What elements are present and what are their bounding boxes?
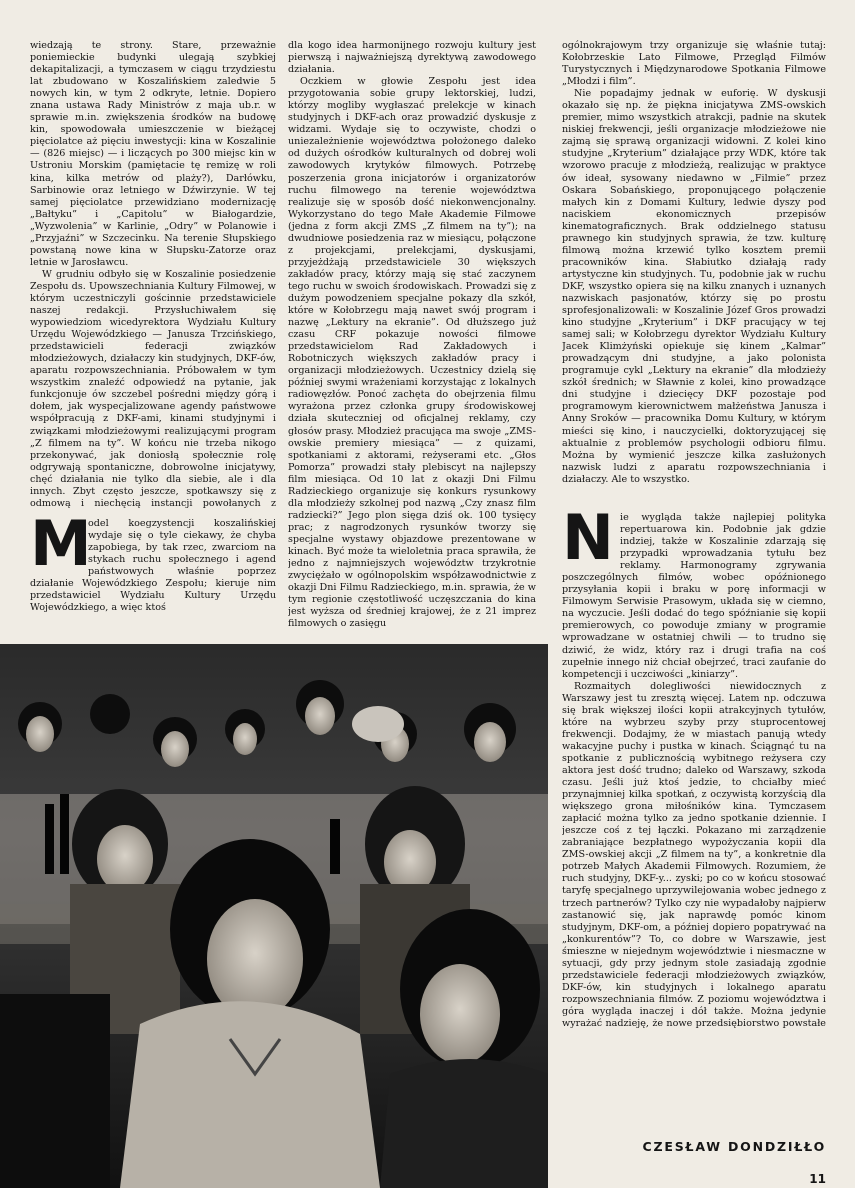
article-column-3 <box>562 40 826 512</box>
paragraph: W grudniu odbyło się w Koszalinie posiedzenie Zespołu ds. Upowszechniania Kultury Filmowej, w którym uczestniczyli gościnnie przedstawiciele naszej redakcji. Przysłuchiwałem się wypowiedziom wicedyrektora Wydziału Kultury Urzędu Wojewódzkiego — Janusza Trzcińskiego, przedstawicieli federacji związków młodzieżowych, działaczy kin studyjnych, DKF-ów, aparatu rozpowszechniania. Próbowałem w tym wszystkim znaleźć odpowiedź na pytanie, jak funkcjonuje ów szczebel pośredni między górą i dołem, jak wyspecjalizowane agendy państwowe współpracują z DKF-ami, kinami studyjnymi i związkami młodzieżowymi realizującymi program „Z filmem na ty”. W końcu nie trzeba nikogo przekonywać, jak doniosłą społecznie rolę odgrywają spontaniczne, dobrowolne inicjatywy, chęć działania nie tylko dla siebie, ale i dla innych. Zbyt często jeszcze, spotkawszy się z odmową i niechęcią instancji powołanych z <box>30 268 276 509</box>
paragraph: Oczkiem w głowie Zespołu jest idea przygotowania sobie grupy lektorskiej, ludzi, którzy mogliby wygłaszać prelekcje w kinach studyjnych i DKF-ach oraz prowadzić dyskusje z widzami. Wydaje się to oczywiste, chodzi o uniezależnienie województwa położonego daleko od dużych ośrodków kulturalnych od dobrej woli zawodowych krytyków filmowych. Potrzebę poszerzenia grona inicjatorów i organizatorów ruchu filmowego na terenie województwa realizuje się w sposób dość niekonwencjonalny. Wykorzystano do tego Małe Akademie Filmowe (jedna z form akcji ZMS „Z filmem na ty”); na dwudniowe posiedzenia raz w miesiącu, połączone z projekcjami, prelekcjami, dyskusjami, przyjeżdżają przedstawiciele 30 większych zakładów pracy, którzy mają się stać zaczynem tego ruchu w swoich środowiskach. Prowadzi się z dużym powodzeniem specjalne pokazy dla szkół, które w Kołobrzegu mają nawet swój program i nazwę „Lektury na ekranie”. Od dłuższego już czasu CRF pokazuje nowości filmowe przedstawicielom Rad Zakładowych i Robotniczych większych zakładów pracy i organizacji młodzieżowych. Uczestnicy dzielą się później swymi wrażeniami korzystając z lokalnych radiowęzłów. Ponoć zachęta do obejrzenia filmu wyrażona przez członka grupy środowiskowej działa skuteczniej od oficjalnej reklamy, czy głosów prasy. Młodzież pracująca ma swoje „ZMS-owskie premiery miesiąca” — z quizami, spotkaniami z aktorami, reżyserami etc. „Głos Pomorza” prowadzi stały plebiscyt na najlepszy film miesiąca. Od 10 lat z okazji Dni Filmu Radzieckiego organizuje się konkurs rysunkowy dla młodzieży szkolnej pod nazwą „Czy znasz film radziecki?” Jego plon sięga dziś ok. 100 tysięcy prac; z nagrodzonych rysunków tworzy się specjalne wystawy objazdowe prezentowane w kinach. Być może ta wieloletnia praca sprawiła, że jedno z najmniejszych województw trzykrotnie zwyciężało w ogólnopolskim współzawodnictwie z okazji Dni Filmu Radzieckiego, m.in. sprawia, że w tym regionie częstotliwość uczęszczania do kina jest wyższa od średniej krajowej, że z 21 imprez filmowych o zasięgu <box>288 76 536 630</box>
paragraph: Nie popadajmy jednak w euforię. W dyskusji okazało się np. że piękna inicjatywa ZMS-owskich premier, mimo wszystkich atrakcji, padnie na skutek niskiej frekwencji, jeśli organizacje młodzieżowe nie zajmą się sprawą organizacji widowni. Z kolei kino studyjne „Kryterium” działające przy WDK, które tak wzorowo pracuje z młodzieżą, realizując w praktyce ów ideał, sysowany niedawno w „Filmie” przez Oskara Sobańskiego, proponującego połączenie małych kin z Domami Kultury, ledwie dyszy pod naciskiem ekonomicznych przepisów kinematograficznych. Brak oddzielnego statusu prawnego kin studyjnych sprawia, że tzw. kulturę filmową można krzewić tylko kosztem premii pracowników kina. Słabiutko działają rady artystyczne kin studyjnych. Tu, podobnie jak w ruchu DKF, wszystko opiera się na kilku znanych i uznanych nazwiskach pasjonatów, którzy się po prostu sprofesjonalizowali: w Koszalinie Józef Gros prowadzi kino studyjne „Kryterium” i DKF pracujący w tej samej sali; w Kołobrzegu dyrektor Wydziału Kultury Jacek Klimżyński opiekuje się kinem „Kalmar” prowadzącym dni studyjne, a jako polonista programuje cykl „Lektury na ekranie” dla młodzieży szkół średnich; w Sławnie z kolei, kino prowadzące dni studyjne i dziecięcy DKF pozostaje pod programowym kierownictwem małżeństwa Janusza i Anny Sroków — pracownika Domu Kultury, w którym mieści się kino, i nauczycielki, doktoryzującej się aktualnie z problemów psychologii odbioru filmu. Można by wymienić jeszcze kilka zasłużonych nazwisk ludzi z aparatu rozpowszechniania i działaczy. Ale to wszystko. <box>562 88 826 485</box>
paragraph: dla kogo idea harmonijnego rozwoju kultury jest pierwszą i najważniejszą dyrektywą zawodowego działania. <box>288 40 536 76</box>
audience-photo-illustration <box>0 644 548 1188</box>
paragraph: odel koegzystencji koszalińskiej wydaje się o tyle ciekawy, że chyba zapobiega, by tak rzec, zwarciom na stykach ruchu społecznego i agend państwowych właśnie poprzez działanie Wojewódzkiego Zespołu; kieruje nim przedstawiciel Wydziału Kultury Urzędu Wojewódzkiego, a więc ktoś <box>30 518 276 614</box>
article-column-1 <box>30 40 276 510</box>
page-number: 11 <box>809 1172 826 1186</box>
drop-cap: N <box>562 512 614 574</box>
article-column-1-lower <box>30 518 276 638</box>
article-column-2 <box>288 40 536 640</box>
paragraph: wiedzają te strony. Stare, przeważnie poniemieckie budynki ulegają szybkiej dekapitalizacji, a tymczasem w ciągu trzydziestu lat zbudowano w Koszalińskiem zaledwie 5 nowych kin, w tym 2 odkryte, letnie. Dopiero znana ustawa Rady Ministrów z maja ub.r. w sprawie m.in. zwiększenia środków na budowę kin, spowodowała umieszczenie w bieżącej pięciolatce aż pięciu inwestycji: kina w Koszalinie — (826 miejsc) — i liczących po 300 miejsc kin w Ustroniu Morskim (pamiętacie tę remizę w roli kina, kilka metrów od plaży?), Darłówku, Sarbinowie oraz letniego w Dźwirzynie. W tej samej pięciolatce przewidziano modernizację „Bałtyku” i „Capitolu” w Białogardzie, „Wyzwolenia” w Karlinie, „Odry” w Polanowie i „Przyjaźni” w Szczecinku. Na terenie Słupskiego powstaną nowe kina w Słupsku-Zatorze oraz letnie w Jarosławcu. <box>30 40 276 268</box>
audience-photo <box>0 644 548 1188</box>
paragraph: ie wygląda także najlepiej polityka repertuarowa kin. Podobnie jak gdzie indziej, także w Koszalinie zdarzają się przypadki wprowadzania tytułu bez reklamy. Harmonogramy zgrywania poszczególnych filmów, wobec opóźnionego przysyłania kopii i braku w porę informacji w Filmowym Serwisie Prasowym, układa się w ciemno, na wyczucie. Jeśli dodać do tego spóźnianie się kopii premierowych, co powoduje zmiany w programie wprowadzane w ostatniej chwili — to trudno się dziwić, że widz, który raz i drugi trafia na coś zupełnie innego niż chciał obejrzeć, traci zaufanie do kompetencji i uczciwości „kiniarzy”. <box>562 512 826 680</box>
paragraph: ogólnokrajowym trzy organizuje się właśnie tutaj: Kołobrzeskie Lato Filmowe, Przegląd Filmów Turystycznych i Międzynarodowe Spotkania Filmowe „Młodzi i film”. <box>562 40 826 88</box>
author-byline: CZESŁAW DONDZIŁŁO <box>642 1139 826 1154</box>
drop-cap: M <box>30 518 92 580</box>
paragraph: Rozmaitych dolegliwości niewidocznych z Warszawy jest tu zresztą więcej. Latem np. odczuwa się brak większej ilości kopii atrakcyjnych tytułów, które na wybrzeu szyby przy stuprocentowej frekwencji. Dodajmy, że w miastach panują wtedy wakacyjne puchy i pustka w kinach. Ściągnąć tu na spotkanie z publicznością wybitnego reżysera czy aktora jest dość trudno; daleko od Warszawy, szkoda czasu. Jeśli już ktoś jedzie, to chciałby mieć przynajmniej kilka spotkań, z oczywistą korzyścią dla większego grona miłośników kina. Tymczasem zapłacić można tylko za jedno spotkanie dziennie. I jeszcze coś z tej łączki. Pokazano mi zarządzenie zabraniające bezpłatnego wypożyczania kopii dla ZMS-owskiej akcji „Z filmem na ty”, a konkretnie dla potrzeb Małych Akademii Filmowych. Rozumiem, że ruch studyjny, DKF-y... zyski; po co w końcu stosować taryfę specjalnego uprzywilejowania wobec jednego z trzech partnerów? Tylko czy nie wypadałoby najpierw zastanowić się, jak naprawdę pomóc kinom studyjnym, DKF-om, a później dopiero popatrywać na „konkurentów”? To, co dobre w Warszawie, jest śmieszne w niejednym województwie i niesmaczne w sytuacji, gdy przy jednym stole zasiadają zgodnie przedstawiciele federacji młodzieżowych związków, DKF-ów, kin studyjnych i lokalnego aparatu rozpowszechniania filmów. Z poziomu województwa i góra wygląda inaczej i dół także. Można jedynie wyrażać nadzieję, że nowe przedsiębiorstwo powstałe <box>562 680 826 1029</box>
article-column-3-lower <box>562 512 826 1030</box>
